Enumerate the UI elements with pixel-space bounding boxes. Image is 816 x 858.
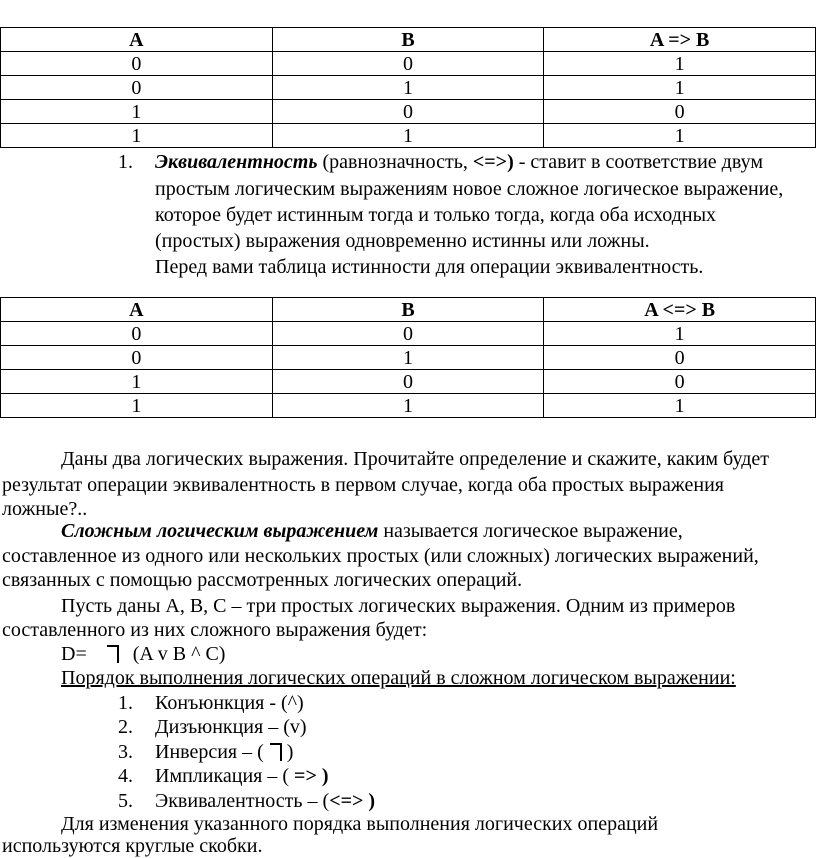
list-number: 1. <box>118 151 133 173</box>
table-cell: 1 <box>1 370 273 394</box>
list-number: 3. <box>118 741 133 763</box>
list-number: 5. <box>118 790 133 812</box>
table-header-row <box>1 298 816 322</box>
paragraph-text: называется логическое выражение, <box>378 520 683 542</box>
table-cell: 0 <box>1 76 273 100</box>
table-row <box>1 370 816 394</box>
table-cell: 1 <box>1 394 273 418</box>
table-cell: 1 <box>544 322 816 346</box>
table-cell: 0 <box>272 370 544 394</box>
equivalence-truth-table <box>0 297 816 418</box>
paragraph-line: используются круглые скобки. <box>2 835 263 857</box>
definition-text: - ставит в соответствие двум <box>513 151 763 173</box>
paragraph-line: ложные?.. <box>2 498 88 520</box>
table-cell: 1 <box>272 346 544 370</box>
table-cell: 1 <box>272 394 544 418</box>
list-number: 4. <box>118 765 133 787</box>
list-item-text-part: Эквивалентность – ( <box>155 790 330 812</box>
table-cell: 1 <box>1 100 273 124</box>
table-row <box>1 394 816 418</box>
table-cell: 0 <box>1 346 273 370</box>
equivalence-symbol: <=> ) <box>329 790 376 812</box>
table-cell: 0 <box>272 100 544 124</box>
definition-line: которое будет истинным тогда и только тогда, когда оба исходных <box>155 204 717 226</box>
table-row <box>1 322 816 346</box>
term-equivalence: Эквивалентность <box>155 151 318 173</box>
header-cell: B <box>272 28 544 52</box>
table-cell: 1 <box>544 124 816 148</box>
equivalence-symbol: <=>) <box>472 151 514 173</box>
paragraph-line: Пусть даны A, B, C – три простых логических выражения. Одним из примеров <box>61 595 736 617</box>
table-cell: 0 <box>272 52 544 76</box>
table-cell: 0 <box>1 52 273 76</box>
definition-line: (простых) выражения одновременно истинны или ложны. <box>155 230 650 252</box>
table-cell: 1 <box>544 76 816 100</box>
paragraph-line: Даны два логических выражения. Прочитайте определение и скажите, каким будет <box>61 448 770 470</box>
table-header-row <box>1 28 816 52</box>
paragraph-line: связанных с помощью рассмотренных логических операций. <box>2 569 523 591</box>
table-cell: 0 <box>544 100 816 124</box>
paragraph-line: Для изменения указанного порядка выполнения логических операций <box>61 813 659 835</box>
table-cell: 1 <box>1 124 273 148</box>
definition-line: простым логическим выражениям новое сложное логическое выражение, <box>155 178 784 200</box>
list-number: 1. <box>118 692 133 714</box>
paragraph-line: результат операции эквивалентность в первом случае, когда оба простых выражения <box>2 474 724 496</box>
table-cell: 0 <box>544 346 816 370</box>
list-item-text <box>155 740 293 764</box>
list-item-text-part: Импликация – ( <box>155 765 295 787</box>
list-item-text <box>155 789 375 813</box>
definition-line <box>155 150 763 174</box>
table-cell: 1 <box>544 394 816 418</box>
paragraph-line <box>61 519 683 543</box>
negation-icon <box>107 645 119 663</box>
definition-text: (равнозначность, <box>317 151 473 173</box>
table-cell: 1 <box>544 52 816 76</box>
formula-left: D= <box>61 643 87 665</box>
table-row <box>1 76 816 100</box>
formula <box>61 642 225 666</box>
table-cell: 0 <box>1 322 273 346</box>
header-cell: A <=> B <box>544 298 816 322</box>
paragraph-line: составленного из них сложного выражения будет: <box>2 619 428 641</box>
table-cell: 0 <box>272 322 544 346</box>
list-number: 2. <box>118 716 133 738</box>
term-complex-expression: Сложным логическим выражением <box>61 520 379 542</box>
list-item-text: Конъюнкция - (^) <box>155 692 304 714</box>
table-row <box>1 100 816 124</box>
header-cell: A => B <box>544 28 816 52</box>
list-item-text-part: Инверсия – ( <box>155 741 264 763</box>
list-item-text: Дизъюнкция – (v) <box>155 716 307 738</box>
header-cell: B <box>272 298 544 322</box>
negation-icon <box>270 743 282 761</box>
header-cell: A <box>1 28 273 52</box>
list-item-text <box>155 764 329 788</box>
table-row <box>1 52 816 76</box>
order-heading: Порядок выполнения логических операций в сложном логическом выражении: <box>61 667 736 689</box>
table-row <box>1 346 816 370</box>
table-cell: 1 <box>272 124 544 148</box>
paragraph-line: составленное из одного или нескольких простых (или сложных) логических выражений, <box>2 545 759 567</box>
header-cell: A <box>1 298 273 322</box>
table-cell: 0 <box>544 370 816 394</box>
table-cell: 1 <box>272 76 544 100</box>
table-row <box>1 124 816 148</box>
list-item-text-part: ) <box>281 741 294 763</box>
definition-line: Перед вами таблица истинности для операции эквивалентность. <box>155 256 704 278</box>
formula-right: (A v B ^ C) <box>132 643 226 665</box>
implication-symbol: => ) <box>294 765 329 787</box>
implication-truth-table <box>0 27 816 148</box>
